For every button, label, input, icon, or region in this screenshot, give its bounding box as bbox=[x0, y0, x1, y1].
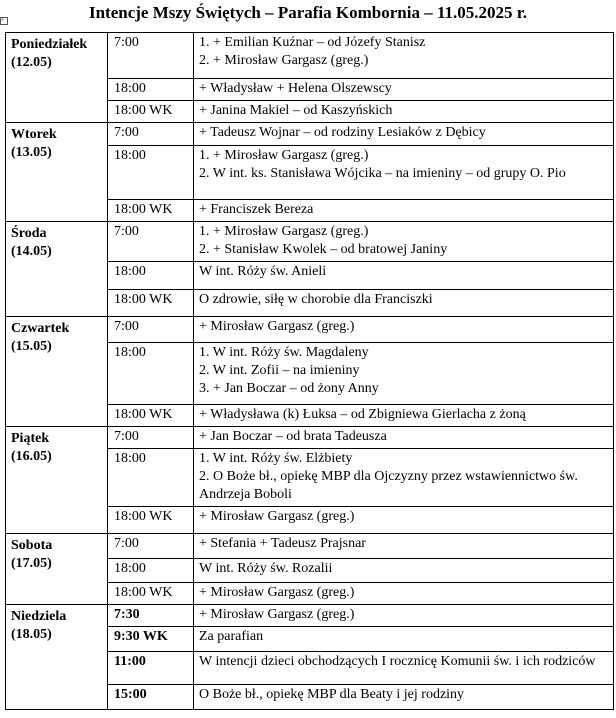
intention-line: 2. + Stanisław Kwolek – od bratowej Janiny bbox=[199, 242, 448, 257]
table-row bbox=[6, 33, 614, 79]
mass-intention bbox=[194, 559, 614, 583]
table-row bbox=[6, 605, 614, 627]
day-name: Niedziela bbox=[11, 609, 67, 624]
mass-time: 18:00 bbox=[108, 343, 194, 405]
table-row bbox=[6, 534, 614, 559]
mass-intention bbox=[194, 343, 614, 405]
table-row bbox=[6, 317, 614, 343]
intention-line: + Jan Boczar – od brata Tadeusza bbox=[199, 429, 387, 444]
mass-time: 7:00 bbox=[108, 427, 194, 449]
mass-time: 18:00 WK bbox=[108, 290, 194, 317]
mass-time: 18:00 WK bbox=[108, 405, 194, 427]
day-date: (17.05) bbox=[11, 556, 52, 571]
mass-intention bbox=[194, 449, 614, 507]
mass-time: 11:00 bbox=[108, 652, 194, 685]
intention-line: + Mirosław Gargasz (greg.) bbox=[199, 319, 355, 334]
day-cell bbox=[6, 534, 108, 605]
day-date: (16.05) bbox=[11, 449, 52, 464]
mass-time: 15:00 bbox=[108, 685, 194, 710]
mass-intention bbox=[194, 33, 614, 79]
table-anchor-icon: + bbox=[0, 17, 8, 25]
mass-time: 18:00 bbox=[108, 262, 194, 290]
intention-line: + Stefania + Tadeusz Prajsnar bbox=[199, 536, 366, 551]
mass-intentions-table bbox=[5, 32, 614, 710]
table-row bbox=[6, 123, 614, 146]
mass-intention bbox=[194, 534, 614, 559]
day-cell bbox=[6, 427, 108, 534]
day-date: (13.05) bbox=[11, 145, 52, 160]
mass-time: 9:30 WK bbox=[108, 627, 194, 652]
day-date: (15.05) bbox=[11, 339, 52, 354]
day-date: (12.05) bbox=[11, 55, 52, 70]
mass-intention bbox=[194, 79, 614, 101]
day-cell bbox=[6, 317, 108, 427]
day-name: Sobota bbox=[11, 538, 53, 553]
mass-intention bbox=[194, 200, 614, 222]
intention-line: Za parafian bbox=[199, 629, 264, 644]
mass-intention bbox=[194, 317, 614, 343]
intention-line: 2. W int. ks. Stanisława Wójcika – na imieniny – od grupy O. Pio bbox=[199, 166, 566, 181]
intention-line: 1. + Mirosław Gargasz (greg.) bbox=[199, 148, 369, 163]
intention-line: + Mirosław Gargasz (greg.) bbox=[199, 585, 355, 600]
mass-time: 18:00 WK bbox=[108, 200, 194, 222]
day-date: (14.05) bbox=[11, 244, 52, 259]
mass-intention bbox=[194, 101, 614, 123]
day-name: Środa bbox=[11, 226, 47, 241]
intention-line: 1. W int. Róży św. Elżbiety bbox=[199, 451, 353, 466]
mass-time: 7:30 bbox=[108, 605, 194, 627]
mass-intention bbox=[194, 652, 614, 685]
day-name: Piątek bbox=[11, 431, 50, 446]
intention-line: + Mirosław Gargasz (greg.) bbox=[199, 607, 355, 622]
mass-intention bbox=[194, 146, 614, 200]
day-name: Wtorek bbox=[11, 127, 57, 142]
intention-line: 1. W int. Róży św. Magdaleny bbox=[199, 345, 369, 360]
mass-intention bbox=[194, 123, 614, 146]
intention-line: W intencji dzieci obchodzących I rocznicę Komunii św. i ich rodziców bbox=[199, 654, 596, 669]
day-name: Czwartek bbox=[11, 321, 70, 336]
mass-intention bbox=[194, 405, 614, 427]
mass-time: 7:00 bbox=[108, 222, 194, 262]
mass-time: 7:00 bbox=[108, 317, 194, 343]
mass-time: 7:00 bbox=[108, 123, 194, 146]
intention-line: 2. O Boże bł., opiekę MBP dla Ojczyzny przez wstawiennictwo św. Andrzeja Boboli bbox=[199, 469, 578, 502]
day-cell bbox=[6, 33, 108, 123]
day-cell bbox=[6, 123, 108, 222]
intention-line: + Mirosław Gargasz (greg.) bbox=[199, 509, 355, 524]
intention-line: + Władysława (k) Łuksa – od Zbigniewa Gierlacha z żoną bbox=[199, 407, 526, 422]
mass-intention bbox=[194, 222, 614, 262]
day-date: (18.05) bbox=[11, 627, 52, 642]
mass-time: 18:00 WK bbox=[108, 507, 194, 534]
mass-time: 18:00 WK bbox=[108, 101, 194, 123]
day-name: Poniedziałek bbox=[11, 37, 88, 52]
intention-line: 1. + Mirosław Gargasz (greg.) bbox=[199, 224, 369, 239]
intention-line: 3. + Jan Boczar – od żony Anny bbox=[199, 381, 379, 396]
day-cell bbox=[6, 605, 108, 710]
table-row bbox=[6, 222, 614, 262]
intention-line: W int. Róży św. Rozalii bbox=[199, 561, 333, 576]
mass-time: 7:00 bbox=[108, 534, 194, 559]
mass-intention bbox=[194, 605, 614, 627]
day-cell bbox=[6, 222, 108, 317]
mass-time: 18:00 bbox=[108, 449, 194, 507]
intention-line: + Tadeusz Wojnar – od rodziny Lesiaków z Dębicy bbox=[199, 125, 486, 140]
intention-line: 1. + Emilian Kuźnar – od Józefy Stanisz bbox=[199, 35, 426, 50]
mass-intention bbox=[194, 507, 614, 534]
table-row bbox=[6, 427, 614, 449]
mass-intention bbox=[194, 627, 614, 652]
intention-line: W int. Róży św. Anieli bbox=[199, 264, 327, 279]
intention-line: O zdrowie, siłę w chorobie dla Franciszki bbox=[199, 292, 433, 307]
page-title: Intencje Mszy Świętych – Parafia Kombornia – 11.05.2025 r. bbox=[88, 3, 528, 22]
intention-line: + Janina Makiel – od Kaszyńskich bbox=[199, 103, 393, 118]
mass-intention bbox=[194, 262, 614, 290]
mass-time: 7:00 bbox=[108, 33, 194, 79]
mass-time: 18:00 WK bbox=[108, 583, 194, 605]
intention-line: + Franciszek Bereza bbox=[199, 202, 314, 217]
intention-line: 2. + Mirosław Gargasz (greg.) bbox=[199, 53, 369, 68]
mass-intention bbox=[194, 685, 614, 710]
mass-time: 18:00 bbox=[108, 559, 194, 583]
mass-intention bbox=[194, 583, 614, 605]
intention-line: O Boże bł., opiekę MBP dla Beaty i jej rodziny bbox=[199, 687, 465, 702]
mass-intention bbox=[194, 290, 614, 317]
mass-time: 18:00 bbox=[108, 79, 194, 101]
mass-time: 18:00 bbox=[108, 146, 194, 200]
intention-line: 2. W int. Zofii – na imieniny bbox=[199, 363, 360, 378]
intention-line: + Władysław + Helena Olszewscy bbox=[199, 81, 392, 96]
mass-intention bbox=[194, 427, 614, 449]
